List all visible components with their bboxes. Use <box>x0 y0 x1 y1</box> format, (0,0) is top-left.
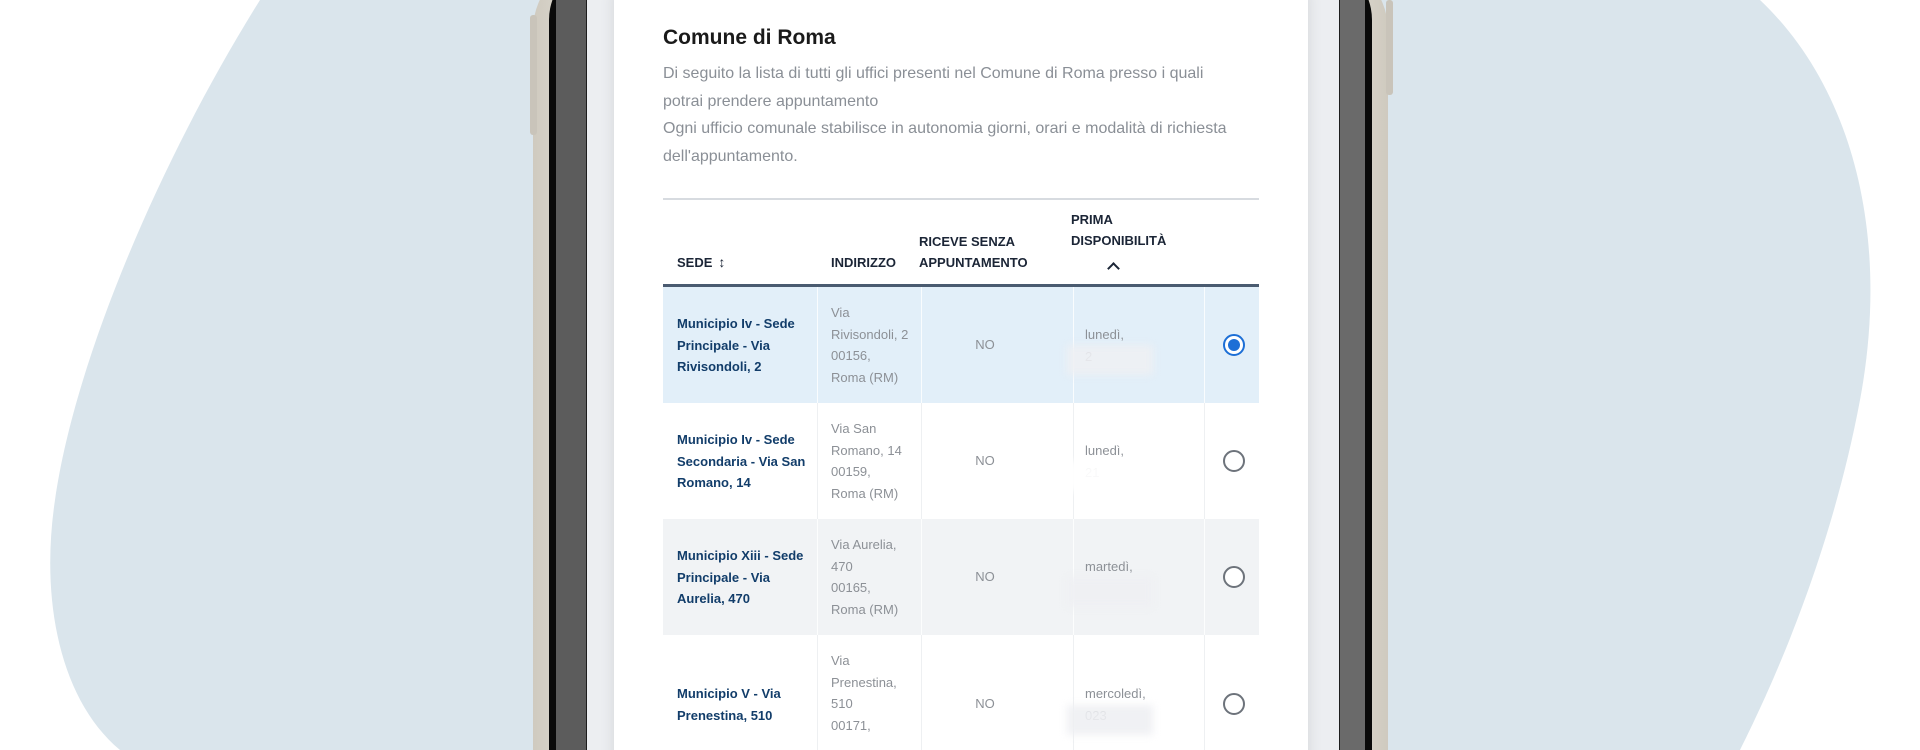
cell-separator <box>817 519 818 635</box>
sede-line: Principale - Via <box>677 337 770 353</box>
sede-line: Aurelia, 470 <box>677 591 750 606</box>
screen-edge-left <box>556 0 586 750</box>
address-line: 00171, <box>831 717 871 733</box>
table-row[interactable] <box>663 287 1259 403</box>
sede-line: Principale - Via <box>677 569 770 585</box>
phone-screen <box>587 0 1339 750</box>
volume-button <box>530 15 537 135</box>
screen-edge-right <box>1340 0 1365 750</box>
table-top-border <box>663 198 1259 200</box>
address-line: Via <box>831 653 850 668</box>
sort-icon[interactable]: ↕ <box>718 254 726 270</box>
description-line: Ogni ufficio comunale stabilisce in autonomia giorni, orari e modalità di richiesta <box>663 120 1227 137</box>
address-line: 00165, <box>831 580 871 595</box>
header-prima-line: PRIMA <box>1071 212 1113 227</box>
table-row[interactable] <box>663 519 1259 635</box>
cell-indirizzo <box>831 534 911 620</box>
cell-separator <box>1204 287 1205 403</box>
header-sede[interactable] <box>677 252 725 273</box>
header-prima-line: DISPONIBILITÀ <box>1071 233 1167 248</box>
address-line: Romano, 14 <box>831 442 902 458</box>
address-line: Via <box>831 305 850 320</box>
address-line: Roma (RM) <box>831 369 899 385</box>
header-prima-disponibilita[interactable] <box>1071 209 1166 251</box>
sede-line: Rivisondoli, 2 <box>677 359 762 374</box>
header-riceve <box>919 231 1028 273</box>
cell-indirizzo <box>831 650 911 736</box>
address-line: 00159, <box>831 464 871 479</box>
cell-separator <box>817 403 818 519</box>
content-card <box>614 0 1308 750</box>
table-row[interactable] <box>663 635 1259 750</box>
cell-sede <box>677 429 809 494</box>
prima-line: martedì, <box>1085 559 1133 574</box>
cell-prima <box>1085 556 1185 578</box>
radio-button[interactable] <box>1223 334 1245 356</box>
power-button <box>1386 0 1393 95</box>
header-sede-label: SEDE <box>677 255 713 270</box>
prima-line: lunedì, <box>1085 327 1125 342</box>
cell-riceve: NO <box>975 453 995 468</box>
blur-overlay <box>1067 461 1153 491</box>
description-line: Di seguito la lista di tutti gli uffici presenti nel Comune di Roma presso i quali <box>663 65 1204 82</box>
sede-line: Municipio Iv - Sede <box>677 432 795 447</box>
address-line: Rivisondoli, 2 <box>831 326 909 342</box>
section-description <box>663 60 1263 170</box>
cell-sede <box>677 545 809 610</box>
cell-indirizzo <box>831 302 911 388</box>
cell-indirizzo <box>831 418 911 504</box>
cell-sede <box>677 313 809 378</box>
description-line: dell'appuntamento. <box>663 147 798 165</box>
cell-riceve: NO <box>975 337 995 352</box>
sede-line: Municipio Xiii - Sede <box>677 548 804 563</box>
blur-overlay <box>1067 705 1153 735</box>
blur-overlay <box>1067 577 1153 607</box>
cell-separator <box>921 635 922 750</box>
sede-line: Romano, 14 <box>677 475 751 490</box>
header-riceve-line: RICEVE SENZA <box>919 234 1016 249</box>
address-line: Via San <box>831 421 877 436</box>
cell-separator <box>1204 519 1205 635</box>
cell-separator <box>1204 403 1205 519</box>
sede-line: Municipio V - Via <box>677 686 781 701</box>
section-title: Comune di Roma <box>663 26 836 49</box>
sede-line: Secondaria - Via San <box>677 453 806 469</box>
cell-separator <box>817 287 818 403</box>
radio-button[interactable] <box>1223 693 1245 715</box>
address-line: Via Aurelia, <box>831 537 897 552</box>
address-line: 510 <box>831 696 853 711</box>
sede-line: Municipio Iv - Sede <box>677 316 795 331</box>
address-line: 00156, <box>831 348 871 363</box>
address-line: Roma (RM) <box>831 601 899 617</box>
cell-separator <box>1204 635 1205 750</box>
sede-line: Prenestina, 510 <box>677 707 773 723</box>
address-line: Roma (RM) <box>831 485 899 501</box>
radio-button[interactable] <box>1223 450 1245 472</box>
chevron-up-icon[interactable] <box>1107 262 1120 275</box>
header-indirizzo: INDIRIZZO <box>831 255 896 270</box>
prima-line: lunedì, <box>1085 443 1125 458</box>
radio-button[interactable] <box>1223 566 1245 588</box>
description-line: potrai prendere appuntamento <box>663 92 879 110</box>
cell-separator <box>817 635 818 750</box>
address-line: Prenestina, <box>831 674 897 690</box>
cell-riceve: NO <box>975 569 995 584</box>
blur-overlay <box>1067 345 1153 375</box>
prima-line: mercoledì, <box>1085 686 1146 701</box>
table-row[interactable] <box>663 403 1259 519</box>
header-riceve-line: APPUNTAMENTO <box>919 255 1028 270</box>
address-line: 470 <box>831 558 853 574</box>
cell-riceve: NO <box>975 696 995 711</box>
cell-sede <box>677 683 809 726</box>
